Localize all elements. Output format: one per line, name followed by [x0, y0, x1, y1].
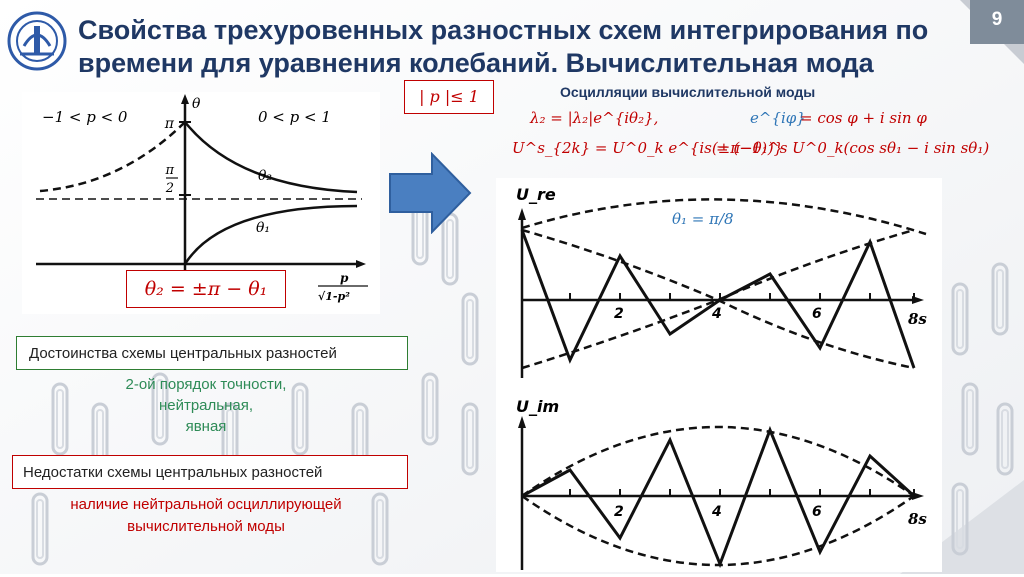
right-range-label: 0 < p < 1 — [258, 108, 331, 126]
disadvantages-box — [12, 455, 408, 489]
theta-relation-formula: θ₂ = ±π − θ₁ — [144, 278, 268, 300]
top-x-end-label: 8s — [908, 310, 927, 328]
condition-box — [404, 80, 494, 114]
disadvantages-heading: Недостатки схемы центральных разностей — [23, 464, 323, 481]
u-im-label: U_im — [516, 397, 560, 416]
u-re-label: U_re — [516, 185, 556, 204]
bottom-tick-2: 2 — [614, 504, 624, 520]
oscillation-heading: Осцилляции вычислительной моды — [560, 84, 816, 100]
advantage-item: нейтральная, — [158, 397, 254, 414]
left-range-label: −1 < p < 0 — [42, 108, 128, 126]
theta1-curve — [185, 206, 357, 264]
advantages-heading: Достоинства схемы центральных разностей — [29, 345, 337, 362]
oscillation-plot-panel — [496, 178, 942, 572]
left-dashed-curve — [40, 122, 185, 191]
top-tick-4: 4 — [712, 306, 722, 322]
theta-relation-box — [126, 270, 286, 308]
right-arrow-icon — [388, 152, 472, 234]
y-axis-label: θ — [192, 96, 201, 112]
university-logo — [6, 10, 68, 72]
x-axis-arrow — [356, 260, 366, 268]
half-pi-den: 2 — [165, 181, 174, 196]
title-line-1: Свойства трехуровенных разностных схем интегрирования по — [78, 15, 929, 45]
oscillation-plot — [496, 178, 942, 572]
disadvantages-list — [36, 494, 376, 538]
advantages-box — [16, 336, 408, 370]
u-formula-lhs: U^s_{2k} = U^0_k e^{is(±π−θ₁)} — [512, 139, 784, 157]
bottom-x-end-label: 8s — [908, 510, 927, 528]
advantage-item: явная — [185, 418, 227, 435]
x-axis-label-num: p — [340, 271, 349, 285]
euler-formula-lhs: e^{iφ} — [750, 109, 806, 127]
advantage-item: 2-ой порядок точности, — [125, 376, 287, 393]
theta2-label: θ₂ — [258, 168, 273, 184]
lambda-formula: λ₂ = |λ₂|e^{iθ₂}, — [530, 109, 659, 127]
bottom-tick-4: 4 — [712, 504, 722, 520]
half-pi-num: π — [165, 163, 174, 178]
disadvantage-item: вычислительной моды — [127, 518, 285, 535]
disadvantage-item: наличие нейтральной осциллирующей — [70, 496, 342, 513]
top-tick-2: 2 — [614, 306, 624, 322]
euler-formula-rhs: = cos φ + i sin φ — [800, 109, 927, 127]
condition-formula: | p |≤ 1 — [419, 87, 479, 106]
theta-note: θ₁ = π/8 — [672, 210, 734, 228]
pi-label: π — [164, 116, 174, 132]
page-number: 9 — [970, 0, 1024, 44]
title-line-2: времени для уравнения колебаний. Вычислительная мода — [78, 48, 874, 78]
bottom-tick-6: 6 — [812, 504, 822, 520]
u-formula-rhs: = (−1)^s U^0_k(cos sθ₁ − i sin sθ₁) — [716, 139, 990, 157]
advantages-list — [96, 374, 316, 437]
slide-title — [78, 14, 958, 80]
theta1-label: θ₁ — [256, 220, 271, 236]
top-tick-6: 6 — [812, 306, 822, 322]
y-axis-arrow — [181, 94, 189, 104]
x-axis-label-den: √1-p² — [318, 290, 350, 303]
